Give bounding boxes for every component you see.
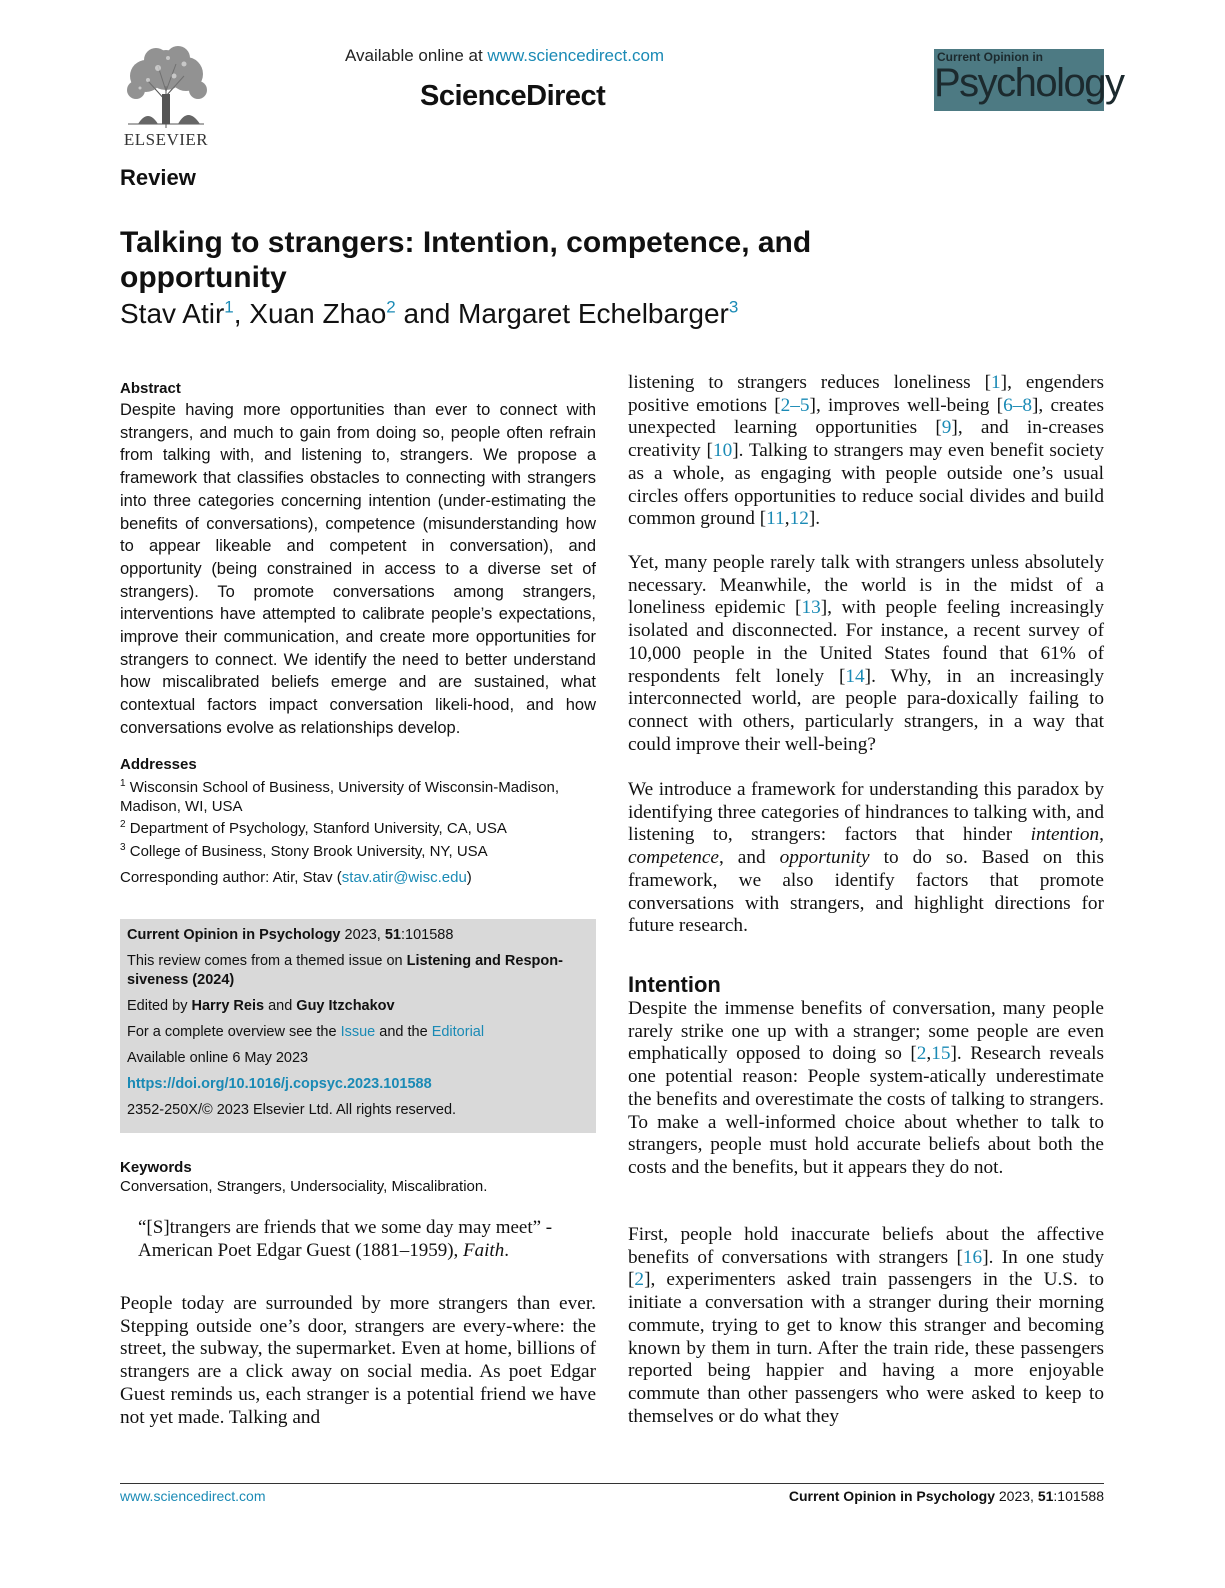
author-name: Margaret Echelbarger (458, 298, 729, 329)
epigraph-text: “[S]trangers are friends that we some day may meet” - American Poet Edgar Guest (1881–1959), (138, 1217, 553, 1261)
text-run: ], and in-creases creativity [ (628, 417, 1104, 462)
themed-issue-line (127, 952, 589, 990)
body-paragraph: People today are surrounded by more strangers than ever. Stepping outside one’s door, strangers are every-where: the street, the subway, the supermarket. Even at home, billions of strangers are a click away on social media. As poet Edgar Guest reminds us, each stranger is a potential friend we have not yet made. Talking and (120, 1293, 596, 1428)
text-run: Yet, many people rarely talk with strangers unless absolutely necessary. Meanwhile, the world is in the midst of a loneliness epidemic [ (628, 552, 1104, 619)
text-run: ], improves well-being [ (809, 394, 1004, 416)
article-type-label: Review (120, 165, 196, 190)
text-run: ], experimenters asked train passengers in the U.S. to initiate a conversation with a stranger during their morning commute, trying to get to know this stranger and becoming known by them in turn. After the train ride, these passengers reported being happier and having a more enjoyable commute than other passengers who were asked to keep to themselves or do what they (628, 1269, 1104, 1427)
author-name: Xuan Zhao (249, 298, 387, 329)
keywords-heading: Keywords (120, 1159, 192, 1176)
corresponding-suffix: ) (466, 869, 472, 886)
text-run: , (1099, 824, 1104, 846)
themed-prefix: This review comes from a themed issue on (127, 953, 407, 969)
address-item (120, 839, 596, 862)
journal-name: Current Opinion in Psychology (127, 927, 341, 943)
author-name: Stav Atir (120, 298, 225, 329)
overview-mid: and the (375, 1024, 432, 1040)
overview-line (127, 1023, 589, 1042)
edited-and: and (264, 998, 297, 1014)
address-item (120, 775, 596, 817)
address-text: College of Business, Stony Brook University, NY, USA (129, 843, 488, 861)
editors-line (127, 997, 589, 1016)
emphasis: opportunity (779, 847, 870, 869)
editor-name: Guy Itzchakov (296, 998, 395, 1014)
footer-volume: 51 (1037, 1488, 1054, 1504)
corresponding-author (120, 869, 472, 886)
emphasis: competence (628, 847, 719, 869)
journal-year: 2023, (340, 927, 385, 943)
footer-sciencedirect-link[interactable]: www.sciencedirect.com (120, 1488, 266, 1504)
footer-year: 2023, (994, 1488, 1038, 1504)
text-run: ]. (808, 508, 821, 530)
addresses-section (120, 756, 596, 862)
footer-citation (789, 1488, 1104, 1504)
text-run: We introduce a framework for understanding this paradox by identifying three categories of hindrances to talking with, and listening to, strangers: factors that hinder (628, 779, 1104, 846)
text-run: ]. Talking to strangers may even benefit society as a whole, as engaging with people outside one’s usual circles offers opportunities to reduce social divides and build common ground [ (628, 440, 1104, 530)
overview-prefix: For a complete overview see the (127, 1024, 341, 1040)
author-list (120, 296, 738, 332)
citation-link[interactable]: 6–8 (1003, 394, 1033, 416)
keywords-section (120, 1158, 596, 1196)
author-separator: , (233, 298, 250, 329)
citation-link[interactable]: 2–5 (780, 394, 810, 416)
body-paragraph (628, 372, 1104, 531)
citation-link[interactable]: 13 (801, 597, 821, 619)
epigraph-source: Faith (463, 1240, 505, 1261)
article-number: :101588 (400, 927, 454, 943)
author-affiliation-ref[interactable]: 1 (224, 297, 234, 317)
sciencedirect-brand: ScienceDirect (420, 80, 606, 112)
address-number: 1 (120, 777, 126, 789)
citation-link[interactable]: 2 (916, 1043, 927, 1065)
author-separator: and (395, 298, 459, 329)
journal-logo (934, 49, 1124, 111)
sciencedirect-link[interactable]: www.sciencedirect.com (487, 46, 665, 65)
journal-logo-top: Current Opinion in (937, 50, 1043, 64)
address-item (120, 816, 596, 839)
footer-divider (120, 1483, 1104, 1484)
citation-link[interactable]: 12 (789, 508, 809, 530)
citation-link[interactable]: 1 (991, 372, 1001, 393)
text-run: First, people hold inaccurate beliefs about the affective benefits of conversations with strangers [ (628, 1224, 1104, 1268)
abstract-heading: Abstract (120, 380, 181, 397)
text-run: , (926, 1043, 932, 1065)
journal-citation (127, 926, 589, 945)
epigraph-end: . (504, 1240, 509, 1261)
edited-prefix: Edited by (127, 998, 192, 1014)
text-run: to do so. Based on this framework, we also identify factors that promote conversations with strangers, and highlight directions for future research. (628, 847, 1104, 937)
body-paragraph (628, 779, 1104, 938)
address-number: 3 (120, 842, 126, 854)
author-affiliation-ref[interactable]: 2 (386, 297, 396, 317)
keywords-text: Conversation, Strangers, Undersociality, Miscalibration. (120, 1178, 488, 1195)
text-run: listening to strangers reduces loneliness [ (628, 372, 992, 393)
abstract-text: Despite having more opportunities than ever to connect with strangers, and much to gain from doing so, people often refrain from talking with, and listening to, strangers. We propose a framework that classifies obstacles to connecting with strangers into three categories concerning intention (under-estimating the benefits of conversations), competence (misunderstanding how to appear likeable and competent in conversation), and opportunity (being constrained in access to a diverse set of strangers). To promote conversations among strangers, interventions have attempted to calibrate people’s expectations, improve their communication, and create more opportunities for strangers to connect. We identify the need to better understand how miscalibrated beliefs emerge and are sustained, what contextual factors impact conversation likeli-hood, and how conversations evolve as relationships develop. (120, 401, 596, 737)
elsevier-wordmark: ELSEVIER (123, 130, 209, 149)
author-affiliation-ref[interactable]: 3 (728, 297, 739, 317)
addresses-heading: Addresses (120, 756, 197, 773)
available-date: Available online 6 May 2023 (127, 1050, 309, 1066)
available-prefix: Available online at (345, 46, 488, 65)
footer-journal: Current Opinion in Psychology (788, 1488, 995, 1504)
text-run: , and (719, 847, 780, 869)
issue-link[interactable]: Issue (340, 1024, 376, 1040)
body-paragraph (628, 552, 1104, 756)
editor-name: Harry Reis (191, 998, 265, 1014)
emphasis: intention (1030, 824, 1100, 846)
address-text: Department of Psychology, Stanford University, CA, USA (129, 820, 507, 838)
available-online-line (345, 46, 664, 66)
doi-link[interactable]: https://doi.org/10.1016/j.copsyc.2023.101588 (127, 1076, 432, 1092)
citation-link[interactable]: 14 (845, 665, 865, 687)
citation-link[interactable]: 11 (766, 508, 785, 530)
editorial-link[interactable]: Editorial (431, 1024, 485, 1040)
text-run: ]. In one study [ (628, 1246, 1104, 1291)
text-run: ], creates unexpected learning opportunities [ (628, 394, 1104, 439)
section-heading-intention: Intention (628, 972, 721, 997)
journal-logo-main: Psychology (934, 61, 1124, 105)
citation-link[interactable]: 2 (634, 1269, 645, 1291)
address-text: Wisconsin School of Business, University of Wisconsin-Madison, Madison, WI, USA (120, 778, 560, 815)
themed-issue-name: Listening and Respon-siveness (2024) (127, 953, 563, 988)
body-paragraph (628, 1224, 1104, 1428)
citation-link[interactable]: 9 (941, 417, 952, 439)
body-paragraph (628, 998, 1104, 1180)
citation-link[interactable]: 15 (931, 1043, 951, 1065)
text-run: ], engenders positive emotions [ (628, 372, 1104, 416)
text-run: , (784, 508, 790, 530)
address-number: 2 (120, 819, 126, 831)
citation-link[interactable]: 16 (962, 1246, 983, 1268)
corresponding-prefix: Corresponding author: Atir, Stav ( (120, 869, 342, 886)
text-run: Despite the immense benefits of conversation, many people rarely strike one up with a stranger; some people are even emphatically opposed to doing so [ (628, 998, 1104, 1065)
epigraph (138, 1216, 598, 1262)
text-run: ]. Research reveals one potential reason: People system-atically underestimate the benefits and overestimate the costs of talking to strangers. To make a well-informed choice about whether to talk to strangers, people must hold accurate beliefs about both the costs and the benefits, but it appears they do not. (628, 1043, 1104, 1178)
citation-link[interactable]: 10 (712, 440, 733, 462)
journal-volume: 51 (384, 927, 401, 943)
article-title: Talking to strangers: Intention, competence, and opportunity (120, 226, 812, 294)
copyright-line: 2352-250X/© 2023 Elsevier Ltd. All rights reserved. (127, 1102, 457, 1118)
article-info-box (120, 919, 596, 1133)
text-run: ], with people feeling increasingly isolated and disconnected. For instance, a recent survey of 10,000 people in the United States found that 61% of respondents felt lonely [ (628, 597, 1104, 687)
author-email-link[interactable]: stav.atir@wisc.edu (341, 869, 467, 886)
abstract-section (120, 380, 596, 740)
footer-article-number: :101588 (1053, 1488, 1104, 1504)
text-run: ]. Why, in an increasingly interconnected world, are people para-doxically failing to connect with others, particularly strangers, in a way that could improve their well-being? (628, 665, 1104, 755)
